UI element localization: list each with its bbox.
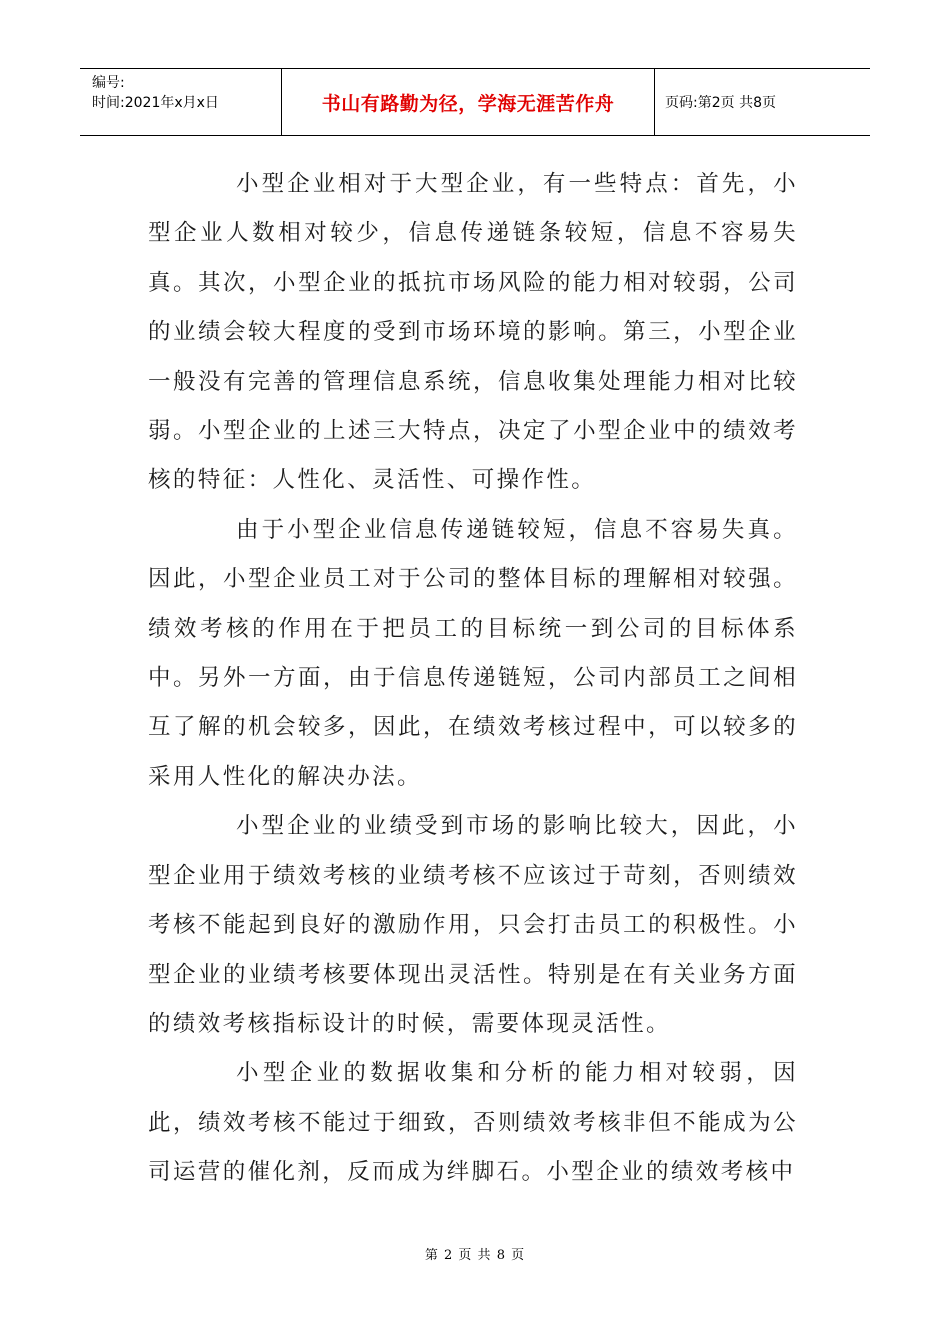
paragraph-4: 小型企业的数据收集和分析的能力相对较弱，因此，绩效考核不能过于细致，否则绩效考核非但不能成为公司运营的催化剂，反而成为绊脚石。小型企业的绩效考核中 <box>148 1060 798 1186</box>
header-page-info: 页码:第2页 共8页 <box>665 95 776 111</box>
paragraph-1: 小型企业相对于大型企业，有一些特点：首先，小型企业人数相对较少，信息传递链条较短，信息不容易失真。其次，小型企业的抵抗市场风险的能力相对较弱，公司的业绩会较大程度的受到市场环境的影响。第三，小型企业一般没有完善的管理信息系统，信息收集处理能力相对比较弱。小型企业的上述三大特点，决定了小型企业中的绩效考核的特征：人性化、灵活性、可操作性。 <box>148 171 798 494</box>
header-table <box>80 68 870 136</box>
document-body <box>148 160 798 1198</box>
page-footer: 第 2 页 共 8 页 <box>424 1248 526 1263</box>
header-motto: 书山有路勤为径，学海无涯苦作舟 <box>282 69 655 135</box>
time-label: 时间:2021年x月x日 <box>92 95 219 111</box>
header-meta-cell <box>80 69 282 135</box>
paragraph-2: 由于小型企业信息传递链较短，信息不容易失真。因此，小型企业员工对于公司的整体目标的理解相对较强。绩效考核的作用在于把员工的目标统一到公司的目标体系中。另外一方面，由于信息传递链短，公司内部员工之间相互了解的机会较多，因此，在绩效考核过程中，可以较多的采用人性化的解决办法。 <box>148 516 798 790</box>
number-label: 编号: <box>92 75 125 91</box>
paragraph-3: 小型企业的业绩受到市场的影响比较大，因此，小型企业用于绩效考核的业绩考核不应该过于苛刻，否则绩效考核不能起到良好的激励作用，只会打击员工的积极性。小型企业的业绩考核要体现出灵活性。特别是在有关业务方面的绩效考核指标设计的时候，需要体现灵活性。 <box>148 813 798 1037</box>
